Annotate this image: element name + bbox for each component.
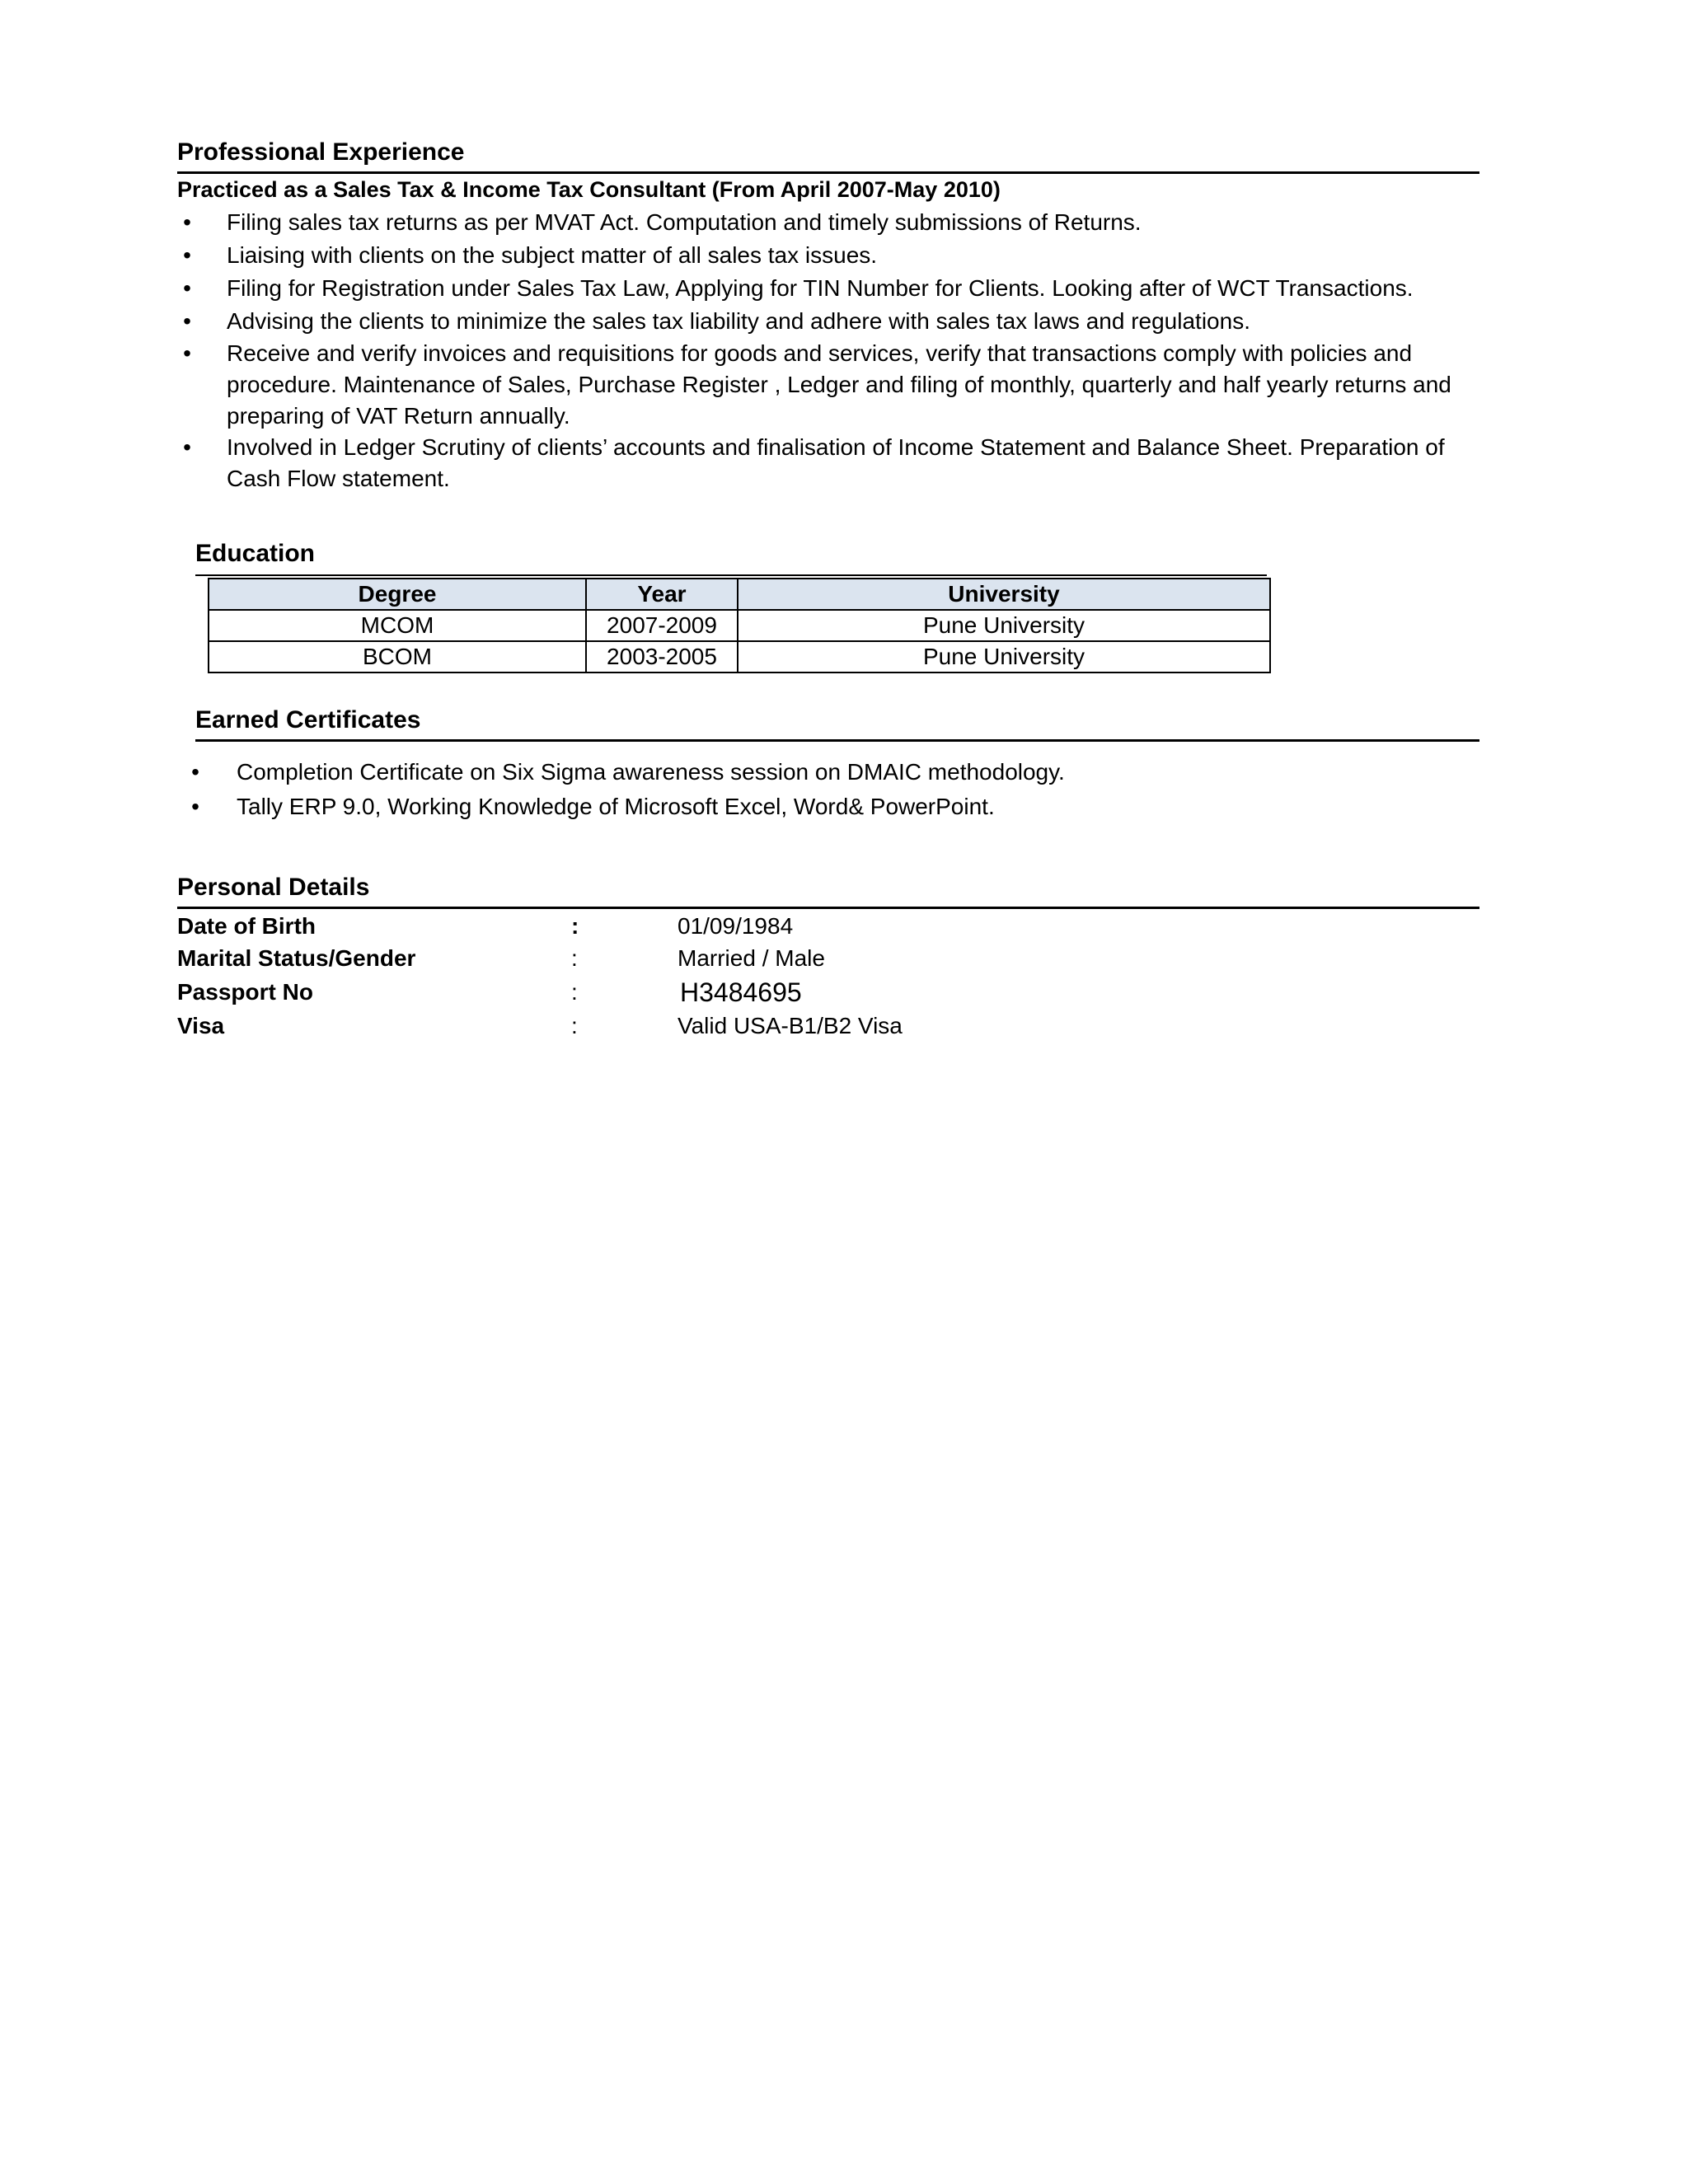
list-item-text: Involved in Ledger Scrutiny of clients’ accounts and finalisation of Income Statement and Balance Sheet. Preparation of Cash Flow statement. xyxy=(227,434,1445,491)
certificates-heading: Earned Certificates xyxy=(195,706,421,733)
list-item xyxy=(177,272,1496,305)
passport-label: Passport No xyxy=(177,979,313,1005)
colon-separator: : xyxy=(571,979,578,1005)
university-cell: Pune University xyxy=(738,641,1270,673)
year-cell: 2003-2005 xyxy=(586,641,738,673)
experience-list xyxy=(177,206,1496,494)
visa-row xyxy=(177,1010,1496,1043)
bullet-icon: • xyxy=(191,759,199,785)
list-item xyxy=(185,790,1504,824)
education-heading: Education xyxy=(195,540,316,567)
bullet-icon: • xyxy=(183,275,191,301)
marital-status-label: Marital Status/Gender xyxy=(177,945,416,971)
bullet-icon: • xyxy=(183,242,191,268)
education-table xyxy=(208,578,1271,673)
date-of-birth-row xyxy=(177,910,1496,943)
bullet-icon: • xyxy=(183,434,191,460)
column-header-year: Year xyxy=(586,579,738,610)
list-item xyxy=(177,239,1496,272)
column-header-degree: Degree xyxy=(209,579,586,610)
degree-cell: MCOM xyxy=(209,610,586,641)
bullet-icon: • xyxy=(183,209,191,235)
university-cell: Pune University xyxy=(738,610,1270,641)
bullet-icon: • xyxy=(191,794,199,819)
visa-label: Visa xyxy=(177,1013,225,1038)
personal-details-rule xyxy=(177,907,1479,909)
list-item-text: Tally ERP 9.0, Working Knowledge of Microsoft Excel, Word& PowerPoint. xyxy=(237,794,995,819)
list-item-text: Filing sales tax returns as per MVAT Act. Computation and timely submissions of Returns. xyxy=(227,209,1142,235)
list-item xyxy=(185,755,1504,790)
list-item xyxy=(177,305,1496,338)
professional-experience-rule xyxy=(177,171,1479,174)
date-of-birth-label: Date of Birth xyxy=(177,913,316,939)
certificates-list xyxy=(185,755,1504,824)
passport-value: H3484695 xyxy=(680,977,802,1007)
personal-details-heading: Personal Details xyxy=(177,874,370,901)
bullet-icon: • xyxy=(183,340,191,366)
colon-separator: : xyxy=(571,945,578,971)
year-cell: 2007-2009 xyxy=(586,610,738,641)
table-row xyxy=(209,610,1270,641)
bullet-icon: • xyxy=(183,308,191,334)
certificates-rule xyxy=(195,739,1479,742)
list-item xyxy=(177,206,1496,239)
role-title: Practiced as a Sales Tax & Income Tax Consultant (From April 2007-May 2010) xyxy=(177,177,1001,202)
list-item xyxy=(177,338,1496,432)
colon-separator: : xyxy=(571,1013,578,1038)
marital-status-value: Married / Male xyxy=(678,945,825,971)
list-item xyxy=(177,432,1496,494)
date-of-birth-value: 01/09/1984 xyxy=(678,913,794,939)
colon-separator: : xyxy=(571,913,579,939)
list-item-text: Receive and verify invoices and requisitions for goods and services, verify that transactions comply with policies and procedure. Maintenance of Sales, Purchase Register , Ledger and filing of monthly, quarterly and half yearly returns and preparing of VAT Return annually. xyxy=(227,340,1451,429)
visa-value: Valid USA-B1/B2 Visa xyxy=(678,1013,903,1038)
passport-row xyxy=(177,976,1496,1009)
professional-experience-heading: Professional Experience xyxy=(177,138,465,166)
list-item-text: Filing for Registration under Sales Tax Law, Applying for TIN Number for Clients. Looking after of WCT Transactions. xyxy=(227,275,1414,301)
list-item-text: Advising the clients to minimize the sales tax liability and adhere with sales tax laws and regulations. xyxy=(227,308,1250,334)
marital-status-row xyxy=(177,942,1496,975)
table-header-row xyxy=(209,579,1270,610)
education-rule xyxy=(195,574,1267,576)
column-header-university: University xyxy=(738,579,1270,610)
table-row xyxy=(209,641,1270,673)
list-item-text: Liaising with clients on the subject matter of all sales tax issues. xyxy=(227,242,878,268)
degree-cell: BCOM xyxy=(209,641,586,673)
list-item-text: Completion Certificate on Six Sigma awareness session on DMAIC methodology. xyxy=(237,759,1065,785)
